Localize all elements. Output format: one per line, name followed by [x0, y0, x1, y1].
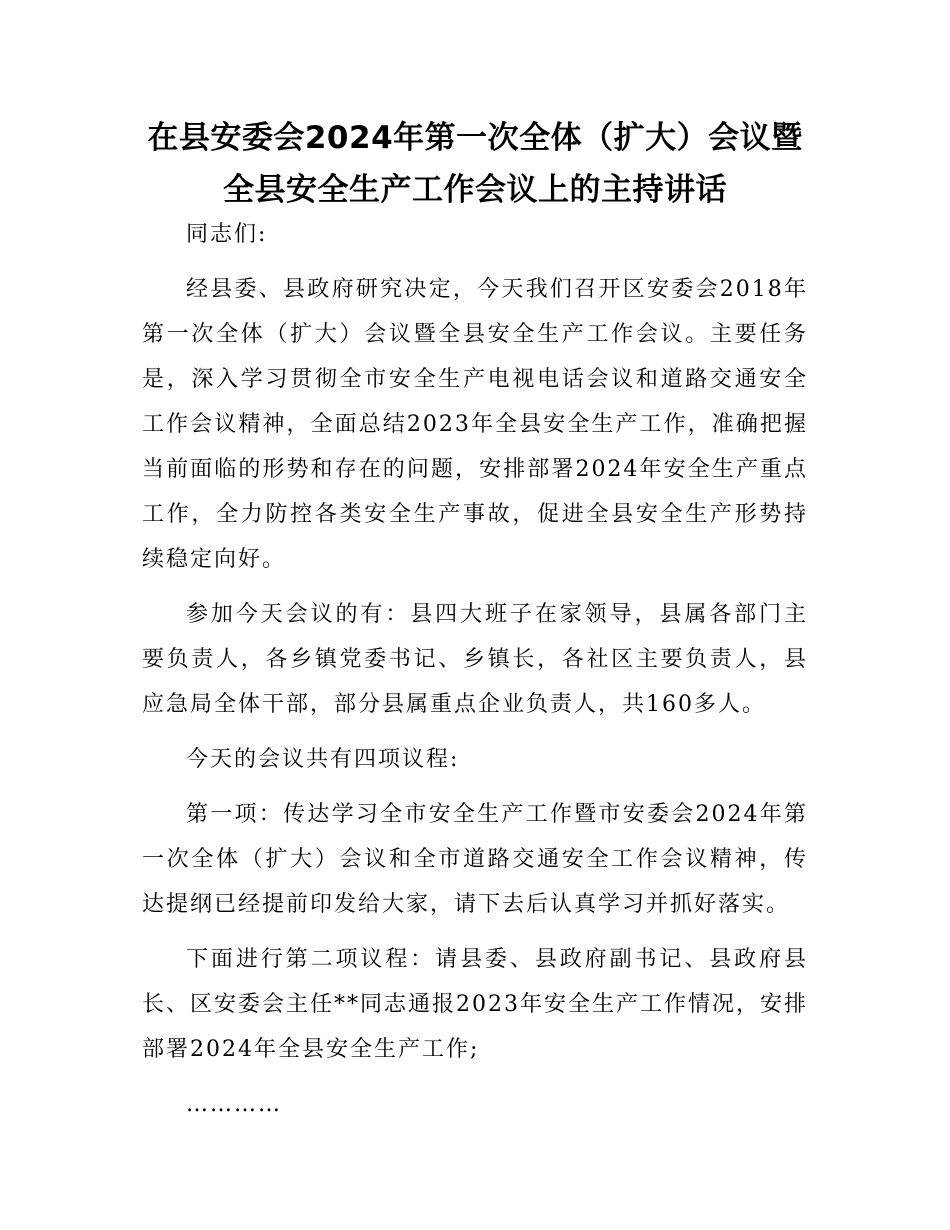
document-body	[142, 212, 808, 1137]
agenda-item-1-paragraph: 第一项：传达学习全市安全生产工作暨市安委会2024年第一次全体（扩大）会议和全市道路交通安全工作会议精神，传达提纲已经提前印发给大家，请下去后认真学习并抓好落实。	[142, 802, 808, 917]
agenda-intro-paragraph: 今天的会议共有四项议程:	[186, 747, 460, 772]
title-line-2: 全县安全生产工作会议上的主持讲话	[223, 172, 727, 208]
ellipsis-paragraph: …………	[186, 1092, 282, 1117]
attendees-paragraph: 参加今天会议的有：县四大班子在家领导，县属各部门主要负责人，各乡镇党委书记、乡镇长，各社区主要负责人，县应急局全体干部，部分县属重点企业负责人，共160多人。	[142, 602, 808, 717]
document-title	[0, 112, 950, 216]
salutation-paragraph: 同志们:	[186, 222, 268, 247]
opening-paragraph: 经县委、县政府研究决定，今天我们召开区安委会2018年第一次全体（扩大）会议暨全县安全生产工作会议。主要任务是，深入学习贯彻全市安全生产电视电话会议和道路交通安全工作会议精神，全面总结2023年全县安全生产工作，准确把握当前面临的形势和存在的问题，安排部署2024年安全生产重点工作，全力防控各类安全生产事故，促进全县安全生产形势持续稳定向好。	[142, 277, 808, 572]
title-line-1: 在县安委会2024年第一次全体（扩大）会议暨	[147, 120, 803, 156]
agenda-item-2-paragraph: 下面进行第二项议程：请县委、县政府副书记、县政府县长、区安委会主任**同志通报2023年安全生产工作情况，安排部署2024年全县安全生产工作;	[142, 947, 808, 1062]
